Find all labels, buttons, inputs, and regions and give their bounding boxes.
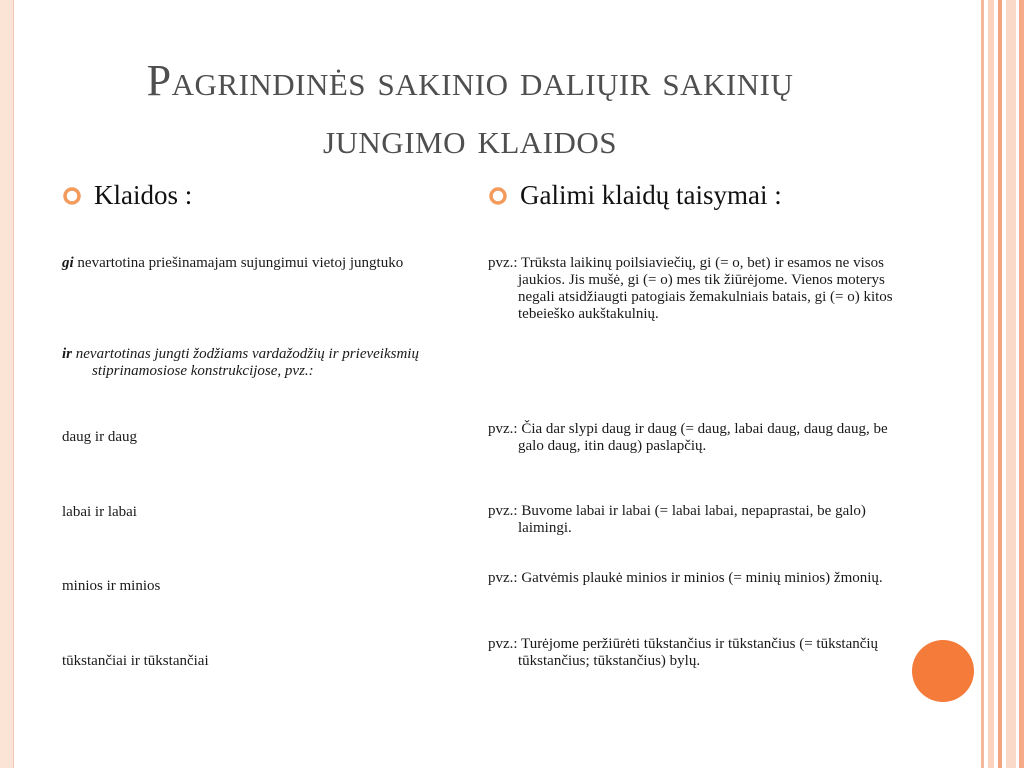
right-item (488, 421, 898, 455)
title-line-2: jungimo klaidos (322, 114, 618, 163)
item-text: pvz.: Turėjome peržiūrėti tūkstančius ir tūkstančius (= tūkstančių tūkstančius; tūkstančius) bylų. (488, 636, 879, 669)
right-item (488, 570, 913, 587)
right-item (488, 636, 898, 670)
item-text: pvz.: Buvome labai ir labai (= labai labai, nepaprastai, be galo) laimingi. (488, 503, 866, 536)
title-line-1: Pagrindinės sakinio daliųir sakinių (146, 56, 794, 105)
item-text: labai ir labai (62, 504, 137, 520)
item-text: daug ir daug (62, 429, 137, 445)
item-text: pvz.: Gatvėmis plaukė minios ir minios (= minių minios) žmonių. (488, 570, 883, 586)
bullet-ring-icon (488, 186, 508, 206)
left-item (62, 504, 487, 521)
bullet-ring-icon (62, 186, 82, 206)
left-heading-text: Klaidos : (94, 180, 193, 210)
item-text: pvz.: Čia dar slypi daug ir daug (= daug, labai daug, daug daug, be galo daug, itin daug) paslapčių. (488, 421, 888, 454)
left-item (62, 346, 487, 380)
right-heading-text: Galimi klaidų taisymai : (520, 180, 782, 210)
left-border-decoration (0, 0, 14, 768)
right-stripes-decoration (976, 0, 1024, 768)
right-item (488, 503, 898, 537)
left-item (62, 578, 487, 595)
left-item (62, 653, 487, 670)
orange-circle-decoration (912, 640, 974, 702)
item-text: tūkstančiai ir tūkstančiai (62, 653, 209, 669)
left-item (62, 255, 487, 272)
right-item (488, 255, 913, 323)
item-keyword: ir (62, 346, 73, 362)
item-text: pvz.: Trūksta laikinų poilsiaviečių, gi (= o, bet) ir esamos ne visos jaukios. Jis mušė, gi (= o) mes tik žiūrėjome. Vienos moterys negali atsidžiaugti patogiais žemakulniais batais, gi (= o) kitos tebeieško aukštakulnių. (488, 255, 893, 322)
left-column-heading (62, 180, 192, 211)
left-item (62, 429, 487, 446)
slide-title (40, 52, 900, 168)
item-keyword: gi (62, 255, 74, 271)
item-text: nevartotina priešinamajam sujungimui vietoj jungtuko (73, 255, 404, 271)
item-text: nevartotinas jungti žodžiams vardažodžių ir prieveiksmių stiprinamosiose konstrukcijose, pvz.: (72, 346, 419, 379)
item-text: minios ir minios (62, 578, 161, 594)
right-column-heading (488, 180, 782, 211)
